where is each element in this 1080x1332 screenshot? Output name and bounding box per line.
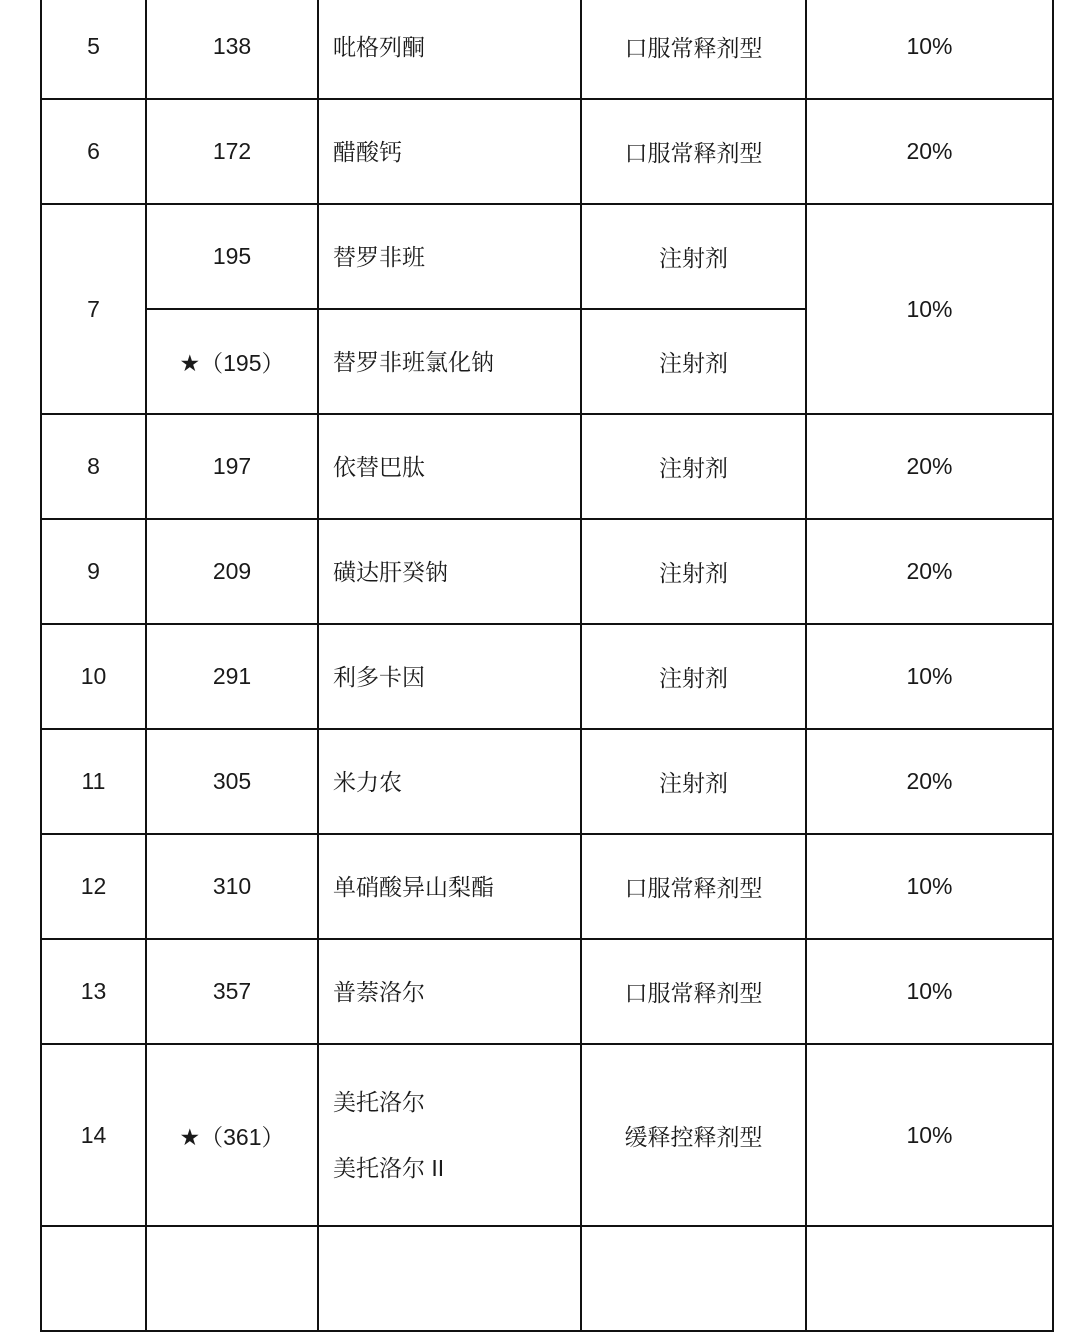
catalog-code-cell: 172 [146, 99, 318, 204]
dosage-form-cell: 口服常释剂型 [581, 99, 806, 204]
table-row [41, 1226, 1053, 1331]
drug-name: 醋酸钙 [333, 138, 402, 165]
row-number-cell: 6 [41, 99, 146, 204]
drug-name: 米力农 [333, 768, 402, 795]
dosage-form-cell: 缓释控释剂型 [581, 1044, 806, 1226]
dosage-form-cell: 口服常释剂型 [581, 0, 806, 99]
drug-name-cell [318, 519, 581, 624]
catalog-code-cell: ★（195） [146, 309, 318, 414]
row-number-cell [41, 1226, 146, 1331]
row-number-cell: 11 [41, 729, 146, 834]
catalog-code-cell: 138 [146, 0, 318, 99]
table-row [41, 1044, 1053, 1226]
drug-name-cell [318, 204, 581, 309]
catalog-code-cell: 209 [146, 519, 318, 624]
drug-table [40, 0, 1054, 1332]
rate-cell: 20% [806, 414, 1053, 519]
drug-name-cell [318, 624, 581, 729]
catalog-code-cell: 305 [146, 729, 318, 834]
table-row [41, 519, 1053, 624]
drug-name-cell [318, 0, 581, 99]
dosage-form-cell [581, 1226, 806, 1331]
catalog-code-cell: 357 [146, 939, 318, 1044]
table-row [41, 414, 1053, 519]
dosage-form-cell: 注射剂 [581, 519, 806, 624]
table-row [41, 0, 1053, 99]
drug-name: 吡格列酮 [333, 33, 425, 60]
drug-name: 美托洛尔 II [333, 1155, 445, 1181]
dosage-form-cell: 口服常释剂型 [581, 939, 806, 1044]
table-row [41, 624, 1053, 729]
rate-cell: 10% [806, 834, 1053, 939]
catalog-code-cell: 195 [146, 204, 318, 309]
dosage-form-cell: 注射剂 [581, 624, 806, 729]
table-row [41, 939, 1053, 1044]
drug-name: 替罗非班氯化钠 [333, 348, 494, 375]
rate-cell: 10% [806, 1044, 1053, 1226]
drug-name: 美托洛尔 [333, 1089, 425, 1115]
row-number-cell: 8 [41, 414, 146, 519]
dosage-form-cell: 口服常释剂型 [581, 834, 806, 939]
drug-name-cell [318, 99, 581, 204]
dosage-form-cell: 注射剂 [581, 204, 806, 309]
rate-cell: 20% [806, 729, 1053, 834]
row-number-cell: 5 [41, 0, 146, 99]
table-row [41, 204, 1053, 309]
drug-name-cell [318, 1226, 581, 1331]
rate-cell: 10% [806, 0, 1053, 99]
table-row [41, 834, 1053, 939]
drug-name: 利多卡因 [333, 663, 425, 690]
row-number-cell: 14 [41, 1044, 146, 1226]
drug-name-cell [318, 834, 581, 939]
dosage-form-cell: 注射剂 [581, 309, 806, 414]
dosage-form-cell: 注射剂 [581, 414, 806, 519]
catalog-code-cell [146, 1226, 318, 1331]
row-number-cell: 10 [41, 624, 146, 729]
table-row [41, 729, 1053, 834]
row-number-cell: 9 [41, 519, 146, 624]
drug-name-cell [318, 414, 581, 519]
drug-name: 磺达肝癸钠 [333, 558, 448, 585]
rate-cell: 20% [806, 519, 1053, 624]
row-number-cell: 13 [41, 939, 146, 1044]
drug-name-cell [318, 729, 581, 834]
drug-name: 依替巴肽 [333, 453, 425, 480]
dosage-form-cell: 注射剂 [581, 729, 806, 834]
drug-name-cell [318, 1044, 581, 1226]
rate-cell: 10% [806, 204, 1053, 414]
rate-cell: 20% [806, 99, 1053, 204]
drug-name: 替罗非班 [333, 243, 425, 270]
table-row [41, 99, 1053, 204]
rate-cell [806, 1226, 1053, 1331]
row-number-cell: 12 [41, 834, 146, 939]
drug-name: 普萘洛尔 [333, 978, 425, 1005]
table-body [41, 0, 1053, 1331]
catalog-code-cell: 291 [146, 624, 318, 729]
rate-cell: 10% [806, 624, 1053, 729]
catalog-code-cell: ★（361） [146, 1044, 318, 1226]
drug-name: 单硝酸异山梨酯 [333, 873, 494, 900]
drug-name-cell [318, 939, 581, 1044]
row-number-cell: 7 [41, 204, 146, 414]
catalog-code-cell: 197 [146, 414, 318, 519]
catalog-code-cell: 310 [146, 834, 318, 939]
drug-name-cell [318, 309, 581, 414]
rate-cell: 10% [806, 939, 1053, 1044]
